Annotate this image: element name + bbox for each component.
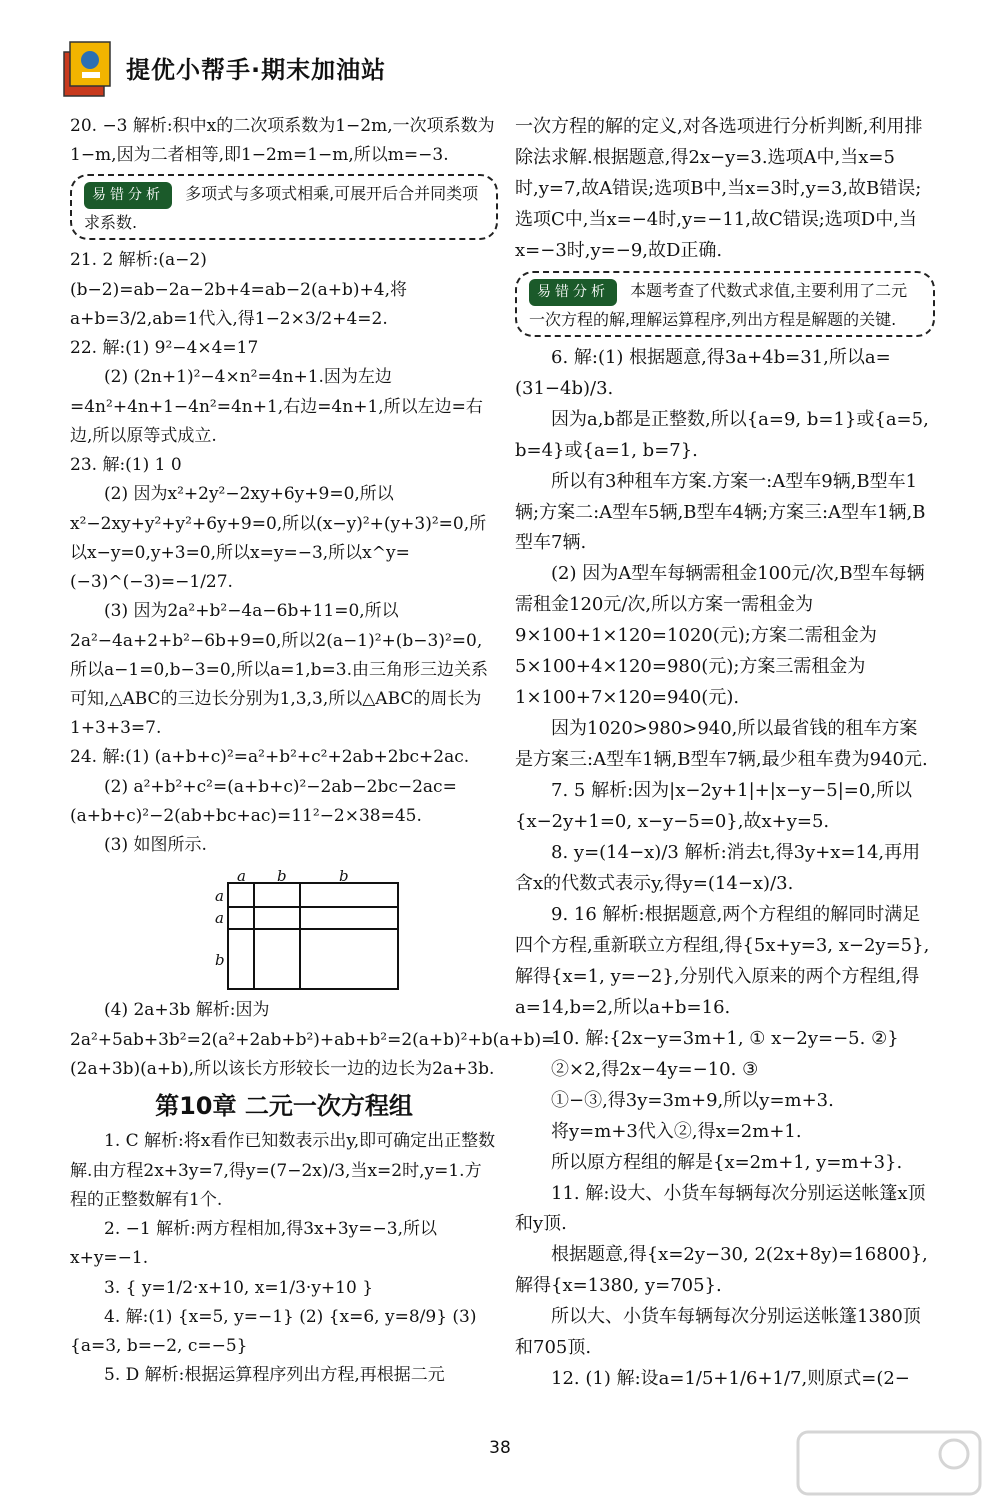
grid-line	[299, 884, 301, 988]
ch10-answer-4: 4. 解:(1) {x=5, y=−1} (2) {x=6, y=8/9} (3) {a=3, b=−2, c=−5}	[70, 1306, 477, 1356]
grid-label: b	[215, 951, 225, 970]
ch10-answer-11-1: 11. 解:设大、小货车每辆每次分别运送帐篷x顶和y顶.	[515, 1182, 926, 1235]
ch10-answer-2: 2. −1 解析:两方程相加,得3x+3y=−3,所以x+y=−1.	[70, 1219, 437, 1269]
chapter-title: 第10章 二元一次方程组	[155, 1092, 413, 1121]
grid-line	[229, 928, 397, 930]
left-column	[70, 112, 556, 1390]
answer-21: 21. 2 解析:(a−2)(b−2)=ab−2a−2b+4=ab−2(a+b)+4,将a+b=3/2,ab=1代入,得1−2×3/2+4=2.	[70, 250, 407, 329]
answer-22-1: 22. 解:(1) 9²−4×4=17	[70, 338, 259, 359]
grid-line	[253, 884, 255, 988]
grid-label: b	[277, 867, 287, 886]
answer-24-3: (3) 如图所示.	[104, 835, 207, 856]
page-number: 38	[489, 1438, 511, 1458]
watermark-logo-icon	[794, 1428, 984, 1498]
error-analysis-box-2	[515, 271, 935, 337]
book-logo-icon	[60, 38, 115, 100]
error-analysis-text: 多项式与多项式相乘,可展开后合并同类项求系数.	[84, 184, 479, 233]
right-column	[515, 112, 935, 1395]
answer-24-1: 24. 解:(1) (a+b+c)²=a²+b²+c²+2ab+2bc+2ac.	[70, 747, 470, 768]
ch10-answer-5: 5. D 解析:根据运算程序列出方程,再根据二元	[104, 1365, 445, 1386]
answer-24-4: (4) 2a+3b 解析:因为2a²+5ab+3b²=2(a²+2ab+b²)+ab+b²=2(a+b)²+b(a+b)=(2a+3b)(a+b),所以该长方形较长一边的边长为2a+3b.	[70, 1000, 556, 1079]
ch10-answer-6-1: 6. 解:(1) 根据题意,得3a+4b=31,所以a=(31−4b)/3.	[515, 346, 891, 399]
ch10-answer-10-3: ①−③,得3y=3m+9,所以y=m+3.	[551, 1089, 834, 1111]
error-analysis-label: 易错分析	[84, 182, 172, 209]
answer-20: 20. −3 解析:积中x的二次项系数为1−2m,一次项系数为1−m,因为二者相等,即1−2m=1−m,所以m=−3.	[70, 116, 495, 166]
grid-label: b	[339, 867, 349, 886]
page-header	[60, 28, 390, 108]
ch10-answer-9: 9. 16 解析:根据题意,两个方程组的解同时满足四个方程,重新联立方程组,得{5x+y=3, x−2y=5},解得{x=1, y=−2},分别代入原来的两个方程组,得a=14,b=2,所以a+b=16.	[515, 903, 930, 1018]
error-analysis-label: 易错分析	[529, 279, 617, 306]
ch10-answer-12: 12. (1) 解:设a=1/5+1/6+1/7,则原式=(2−	[551, 1368, 910, 1390]
grid-box	[227, 882, 399, 990]
grid-label: a	[237, 867, 246, 886]
ch10-answer-10-4: 将y=m+3代入②,得x=2m+1.	[551, 1120, 802, 1142]
answer-23-1: 23. 解:(1) 1 0	[70, 455, 182, 476]
ch10-answer-10-2: ②×2,得2x−4y=−10. ③	[551, 1058, 759, 1080]
answer-23-2: (2) 因为x²+2y²−2xy+6y+9=0,所以x²−2xy+y²+y²+6y+9=0,所以(x−y)²+(y+3)²=0,所以x−y=0,y+3=0,所以x=y=−3,所以x^y=(−3)^(−3)=−1/27.	[70, 484, 487, 593]
ch10-answer-6-5: 因为1020>980>940,所以最省钱的租车方案是方案三:A型车1辆,B型车7辆,最少租车费为940元.	[515, 718, 928, 771]
grid-line	[229, 906, 397, 908]
ch10-answer-3: 3. { y=1/2·x+10, x=1/3·y+10 }	[104, 1277, 374, 1298]
ch10-answer-7: 7. 5 解析:因为|x−2y+1|+|x−y−5|=0,所以{x−2y+1=0, x−y−5=0},故x+y=5.	[515, 780, 913, 833]
ch10-answer-6-3: 所以有3种租车方案.方案一:A型车9辆,B型车1辆;方案二:A型车5辆,B型车4辆;方案三:A型车1辆,B型车7辆.	[515, 470, 926, 554]
ch10-answer-8: 8. y=(14−x)/3 解析:消去t,得3y+x=14,再用含x的代数式表示y,得y=(14−x)/3.	[515, 842, 921, 894]
ch10-answer-11-2: 根据题意,得{x=2y−30, 2(2x+8y)=16800},解得{x=1380, y=705}.	[515, 1244, 928, 1297]
ch10-answer-10-5: 所以原方程组的解是{x=2m+1, y=m+3}.	[551, 1151, 903, 1173]
ch10-answer-1: 1. C 解析:将x看作已知数表示出y,即可确定出正整数解.由方程2x+3y=7,得y=(7−2x)/3,当x=2时,y=1.方程的正整数解有1个.	[70, 1131, 496, 1210]
answer-24-2: (2) a²+b²+c²=(a+b+c)²−2ab−2bc−2ac=(a+b+c)²−2(ab+bc+ac)=11²−2×38=45.	[70, 776, 457, 826]
rectangle-diagram	[215, 866, 405, 988]
ch10-answer-6-2: 因为a,b都是正整数,所以{a=9, b=1}或{a=5, b=4}或{a=1, b=7}.	[515, 408, 929, 461]
grid-label: a	[215, 909, 224, 928]
answer-22-2: (2) (2n+1)²−4×n²=4n+1.因为左边=4n²+4n+1−4n²=4n+1,右边=4n+1,所以左边=右边,所以原等式成立.	[70, 367, 483, 446]
grid-label: a	[215, 887, 224, 906]
ch10-answer-11-3: 所以大、小货车每辆每次分别运送帐篷1380顶和705顶.	[515, 1306, 921, 1359]
error-analysis-text: 本题考查了代数式求值,主要利用了二元一次方程的解,理解运算程序,列出方程是解题的关键.	[529, 280, 908, 329]
header-title: 提优小帮手·期末加油站	[126, 56, 387, 84]
ch10-answer-10-1: 10. 解:{2x−y=3m+1, ① x−2y=−5. ②}	[551, 1027, 899, 1049]
ch10-answer-6-4: (2) 因为A型车每辆需租金100元/次,B型车每辆需租金120元/次,所以方案一需租金为9×100+1×120=1020(元);方案二需租金为5×100+4×120=980(元);方案三需租金为1×100+7×120=940(元).	[515, 563, 925, 709]
answer-23-3: (3) 因为2a²+b²−4a−6b+11=0,所以2a²−4a+2+b²−6b+9=0,所以2(a−1)²+(b−3)²=0,所以a−1=0,b−3=0,所以a=1,b=3.由三角形三边关系可知,△ABC的三边长分别为1,3,3,所以△ABC的周长为1+3+3=7.	[70, 601, 489, 739]
ch10-answer-5-cont: 一次方程的解的定义,对各选项进行分析判断,利用排除法求解.根据题意,得2x−y=3.选项A中,当x=5时,y=7,故A错误;选项B中,当x=3时,y=3,故B错误;选项C中,当x=−4时,y=−11,故C错误;选项D中,当x=−3时,y=−9,故D正确.	[515, 116, 923, 261]
error-analysis-box-1	[70, 174, 498, 240]
